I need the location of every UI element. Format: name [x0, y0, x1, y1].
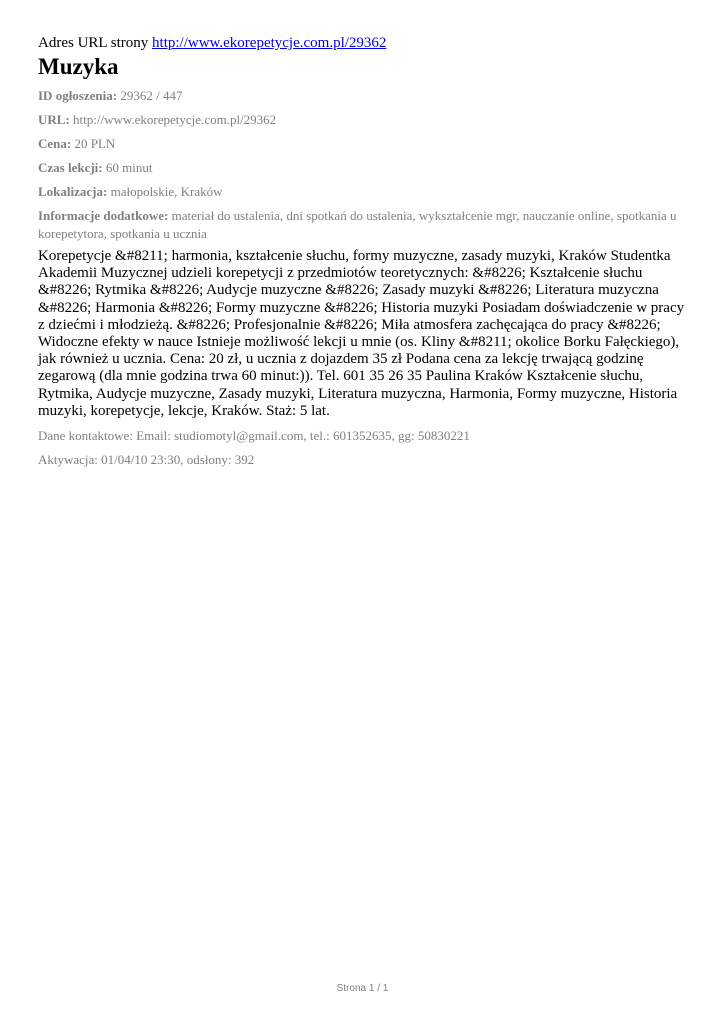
field-url: [38, 111, 693, 128]
field-location-value: małopolskie, Kraków: [110, 184, 223, 199]
field-duration: [38, 159, 693, 176]
url-prefix-label: Adres URL strony: [38, 35, 149, 51]
page-url-line: [38, 34, 693, 52]
page-url-link[interactable]: http://www.ekorepetycje.com.pl/29362: [152, 35, 387, 51]
description-text: Korepetycje &#8211; harmonia, kształcenie słuchu, formy muzyczne, zasady muzyki, Kraków Studentka Akademii Muzycznej udzieli korepetycji z przedmiotów teoretycznych: &#8226; Kształcenie słuchu &#8226; Rytmika &#8226; Audycje muzyczne &#8226; Zasady muzyki &#8226; Literatura muzyczna &#8226; Harmonia &#8226; Formy muzyczne &#8226; Historia muzyki Posiadam doświadczenie w pracy z dziećmi i młodzieżą. &#8226; Profesjonalnie &#8226; Miła atmosfera zachęcająca do pracy &#8226; Widoczne efekty w nauce Istnieje możliwość lekcji u mnie (os. Kliny &#8211; okolice Borku Fałęckiego), jak również u ucznia. Cena: 20 zł, u ucznia z dojazdem 35 zł Podana cena za lekcję trwającą godzinę zegarową (dla mnie godzina trwa 60 minut:)). Tel. 601 35 26 35 Paulina Kraków Kształcenie słuchu, Rytmika, Audycje muzyczne, Zasady muzyki, Literatura muzyczna, Harmonia, Formy muzyczne, Historia muzyki, korepetycje, lekcje, Kraków. Staż: 5 lat.: [38, 248, 685, 419]
field-extra-info: [38, 207, 693, 243]
field-url-label: URL:: [38, 112, 70, 127]
field-extra-info-label: Informacje dodatkowe:: [38, 208, 169, 223]
field-id-value: 29362 / 447: [120, 88, 183, 103]
activation-info: Aktywacja: 01/04/10 23:30, odsłony: 392: [38, 452, 255, 468]
field-location-label: Lokalizacja:: [38, 184, 108, 199]
field-id: [38, 87, 693, 104]
field-price: [38, 135, 693, 152]
field-price-label: Cena:: [38, 136, 72, 151]
page-number-footer: Strona 1 / 1: [336, 983, 389, 994]
field-duration-value: 60 minut: [105, 160, 153, 175]
field-price-value: 20 PLN: [74, 136, 116, 151]
field-location: [38, 183, 693, 200]
field-url-value: http://www.ekorepetycje.com.pl/29362: [73, 112, 277, 127]
contact-info: Dane kontaktowe: Email: studiomotyl@gmail.com, tel.: 601352635, gg: 50830221: [38, 428, 470, 444]
document-page: [38, 34, 693, 475]
page-title: Muzyka: [38, 54, 119, 79]
field-extra-info-value: materiał do ustalenia, dni spotkań do ustalenia, wykształcenie mgr, nauczanie online, spotkania u korepetytora, spotkania u ucznia: [38, 208, 677, 241]
field-id-label: ID ogłoszenia:: [38, 88, 118, 103]
field-duration-label: Czas lekcji:: [38, 160, 103, 175]
